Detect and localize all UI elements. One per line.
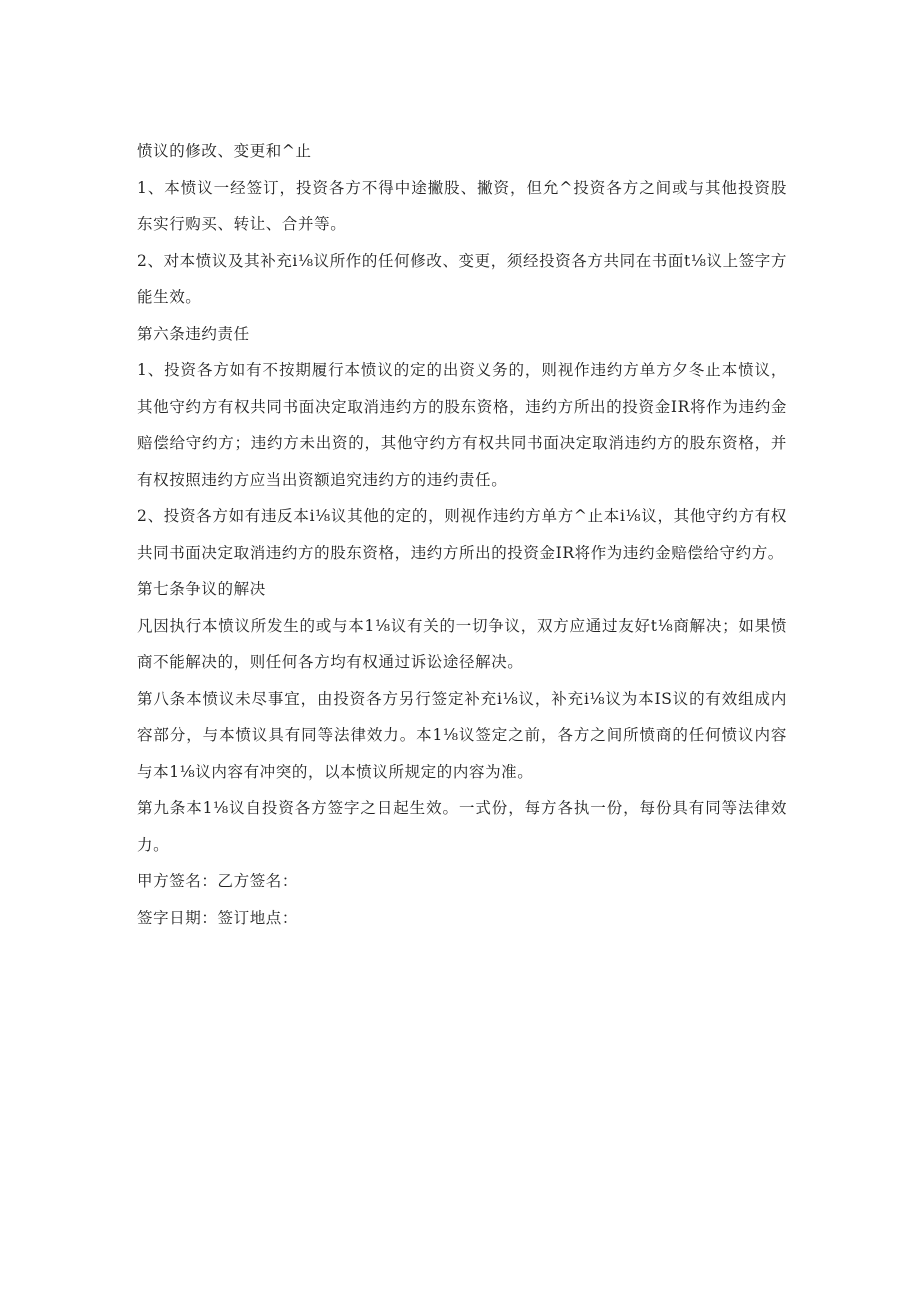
clause-breach-capital: 1、投资各方如有不按期履行本愤议的定的出资义务的，则视作违约方单方夕冬止本愤议，其他守约方有权共同书面决定取消违约方的股东资格，违约方所出的投资金IR将作为违约金赔偿给守约方；违约方未出资的，其他守约方有权共同书面决定取消违约方的股东资格，并有权按照违约方应当出资额追究违约方的违约责任。 xyxy=(137,361,787,489)
agreement-text xyxy=(137,133,787,936)
section-heading-breach: 第六条违约责任 xyxy=(137,324,250,343)
date-place-line: 签字日期：签订地点： xyxy=(137,908,299,927)
clause-written-amendment: 2、对本愤议及其补充i⅛议所作的任何修改、变更，须经投资各方共同在书面t⅛议上签字方能生效。 xyxy=(137,251,787,306)
signature-line: 甲方签名：乙方签名： xyxy=(137,872,299,890)
section-heading-dispute: 第七条争议的解决 xyxy=(137,580,266,598)
clause-supplementary: 第八条本愤议未尽事宜，由投资各方另行签定补充i⅛议，补充i⅛议为本IS议的有效组成内容部分，与本愤议具有同等法律效力。本1⅛议签定之前，各方之间所愤商的任何愤议内容与本1⅛议内容有冲突的，以本愤议所规定的内容为准。 xyxy=(137,689,787,781)
clause-effectiveness: 第九条本1⅛议自投资各方签字之日起生效。一式份，每方各执一份，每份具有同等法律效力。 xyxy=(137,799,787,854)
clause-no-withdrawal: 1、本愤议一经签订，投资各方不得中途撇股、撇资，但允^投资各方之间或与其他投资股东实行购买、转让、合并等。 xyxy=(137,178,787,233)
clause-breach-other: 2、投资各方如有违反本i⅛议其他的定的，则视作违约方单方^止本i⅛议，其他守约方有权共同书面决定取消违约方的股东资格，违约方所出的投资金IR将作为违约金赔偿给守约方。 xyxy=(137,507,787,562)
clause-dispute-resolution: 凡因执行本愤议所发生的或与本1⅛议有关的一切争议，双方应通过友好t⅛商解决；如果愤商不能解决的，则任何各方均有权通过诉讼途径解决。 xyxy=(137,616,787,671)
section-heading-amendment: 愤议的修改、变更和^止 xyxy=(137,142,312,160)
